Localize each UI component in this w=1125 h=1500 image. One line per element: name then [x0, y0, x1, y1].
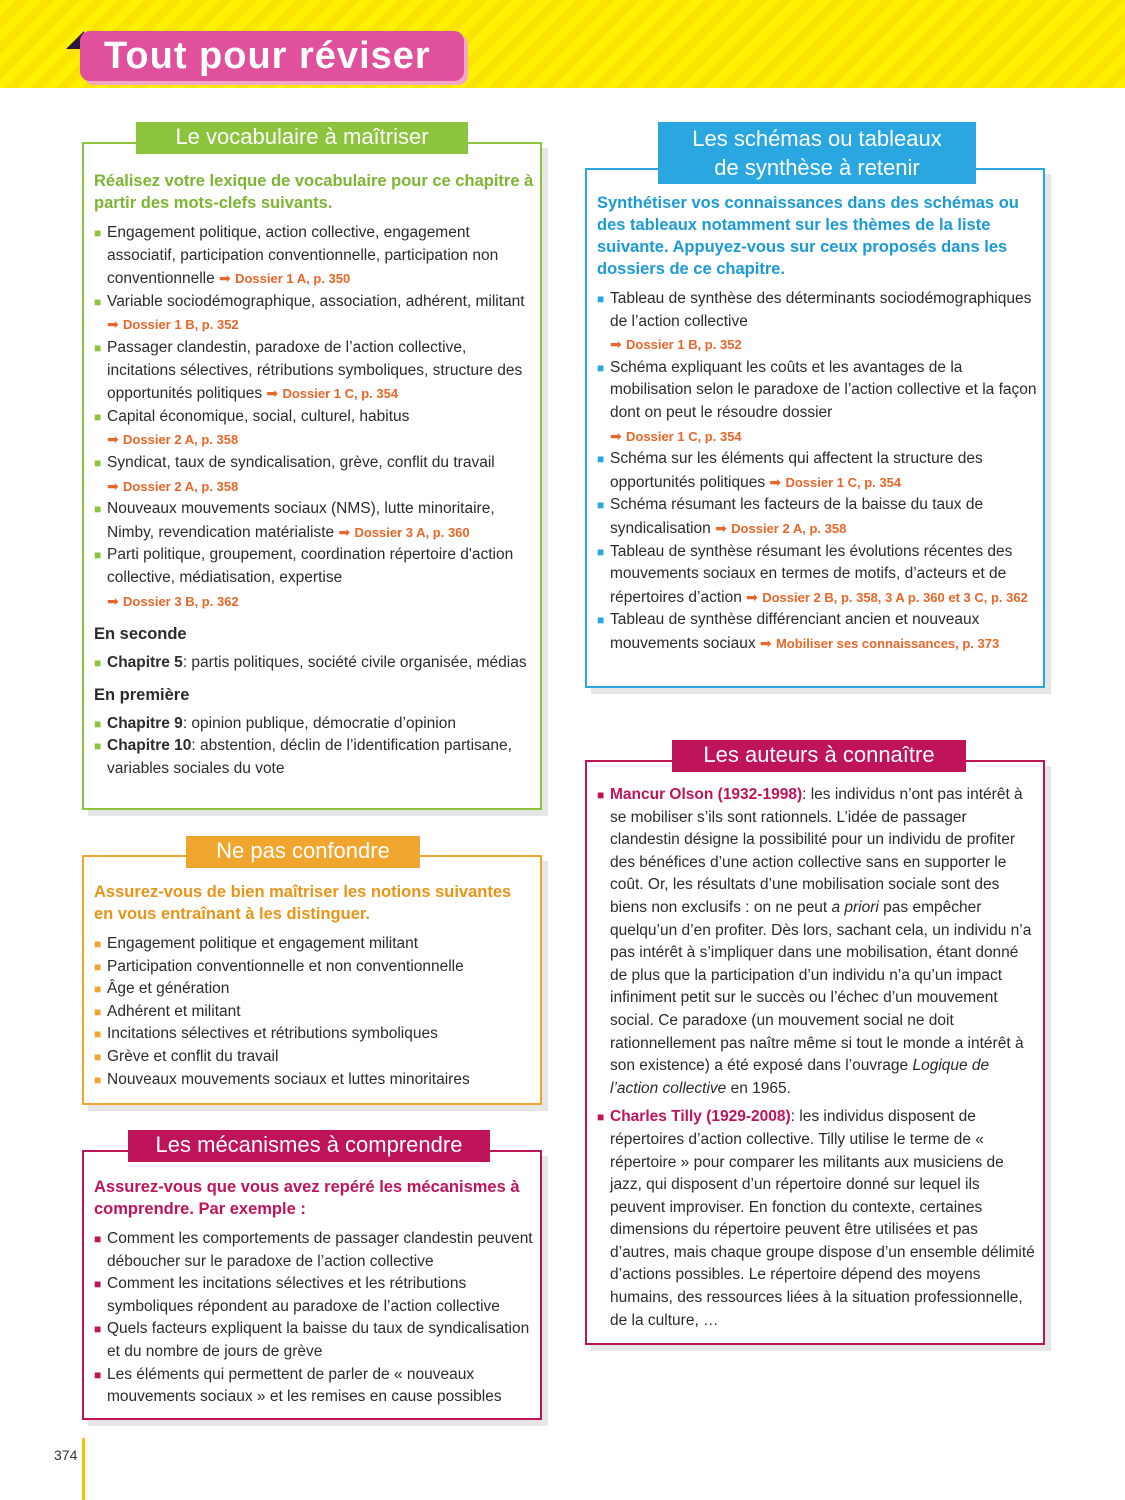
- list-item: ■ Nouveaux mouvements sociaux (NMS), lutte minoritaire, Nimby, revendication matérialiste ➡ Dossier 3 A, p. 360: [94, 500, 495, 541]
- premiere-list: [94, 713, 534, 781]
- list-item: ■ Participation conventionnelle et non conventionnelle: [94, 956, 534, 979]
- auteurs-list: [597, 784, 1037, 1332]
- schemas-list: [597, 288, 1037, 656]
- list-item: ■ Comment les comportements de passager clandestin peuvent déboucher sur le paradoxe de l’action collective: [94, 1230, 533, 1270]
- bullet-icon: ■: [94, 340, 102, 355]
- vocab-content: [94, 170, 534, 781]
- auteurs-title: Les auteurs à connaître: [672, 740, 966, 772]
- arrow-icon: ➡: [715, 519, 727, 536]
- dossier-ref: Dossier 1 C, p. 354: [282, 386, 399, 402]
- list-item: ■ Engagement politique et engagement militant: [94, 933, 534, 956]
- bullet-icon: ■: [94, 1049, 102, 1064]
- vocab-list: [94, 222, 534, 613]
- list-item: ■ Adhérent et militant: [94, 1001, 534, 1024]
- arrow-icon: ➡: [107, 431, 119, 448]
- dossier-ref: Dossier 2 A, p. 358: [731, 520, 847, 536]
- list-item: ■ Tableau de synthèse différenciant ancien et nouveaux mouvements sociaux ➡ Mobiliser ses connaissances, p. 373: [597, 611, 1000, 652]
- arrow-icon: ➡: [266, 385, 279, 402]
- confondre-list: [94, 933, 534, 1091]
- schemas-title: [658, 122, 976, 184]
- bullet-icon: ■: [94, 1232, 102, 1246]
- bullet-icon: ■: [597, 292, 605, 306]
- list-item: ■ Les éléments qui permettent de parler de « nouveaux mouvements sociaux » et les remises en cause possibles: [94, 1365, 502, 1406]
- auteurs-box: [585, 760, 1045, 1345]
- list-item: ■ Comment les incitations sélectives et les rétributions symboliques répondent au paradoxe de l’action collective: [94, 1275, 500, 1315]
- dossier-ref: Dossier 1 A, p. 350: [235, 271, 351, 287]
- bullet-icon: ■: [597, 1110, 605, 1125]
- dossier-ref: Dossier 3 A, p. 360: [354, 524, 470, 540]
- arrow-icon: ➡: [107, 477, 119, 494]
- bullet-icon: ■: [597, 498, 605, 513]
- list-item: ■ Schéma sur les éléments qui affectent la structure des opportunités politiques ➡ Dossier 1 C, p. 354: [597, 450, 983, 491]
- list-item: ■ Engagement politique, action collective, engagement associatif, participation conventionnelle, participation non conventionnelle ➡ Dossier 1 A, p. 350: [94, 224, 499, 288]
- dossier-ref: Dossier 1 B, p. 352: [123, 317, 239, 333]
- premiere-heading: En première: [94, 686, 190, 705]
- list-item: ■ Incitations sélectives et rétributions symboliques: [94, 1023, 534, 1046]
- bullet-icon: ■: [94, 1322, 102, 1337]
- bullet-icon: ■: [94, 502, 102, 517]
- dossier-ref: Dossier 1 C, p. 354: [785, 474, 902, 490]
- list-item: ■ Chapitre 5: partis politiques, société civile organisée, médias: [94, 652, 534, 675]
- page-margin-bar: [82, 1438, 85, 1500]
- list-item: ■ Passager clandestin, paradoxe de l’action collective, incitations sélectives, rétributions symboliques, structure des opportunités politiques ➡ Dossier 1 C, p. 354: [94, 338, 523, 403]
- author-name: Mancur Olson (1932-1998): [610, 786, 803, 803]
- bullet-icon: ■: [94, 959, 102, 974]
- arrow-icon: ➡: [610, 336, 622, 353]
- bullet-icon: ■: [94, 1277, 102, 1292]
- arrow-icon: ➡: [219, 270, 231, 287]
- list-item: ■ Capital économique, social, culturel, habitus ➡ Dossier 2 A, p. 358: [94, 407, 410, 448]
- list-item: ■ Quels facteurs expliquent la baisse du taux de syndicalisation et du nombre de jours de grève: [94, 1320, 530, 1360]
- dossier-ref: Dossier 2 A, p. 358: [123, 432, 239, 448]
- bullet-icon: ■: [94, 226, 102, 240]
- bullet-icon: ■: [94, 739, 102, 754]
- confondre-box: [82, 855, 542, 1105]
- dossier-ref: Dossier 2 A, p. 358: [123, 478, 239, 494]
- list-item: ■ Variable sociodémographique, association, adhérent, militant ➡ Dossier 1 B, p. 352: [94, 292, 525, 333]
- bullet-icon: ■: [94, 655, 102, 670]
- bullet-icon: ■: [597, 360, 605, 375]
- bullet-icon: ■: [597, 788, 605, 802]
- mecanismes-content: [94, 1176, 534, 1409]
- bullet-icon: ■: [94, 455, 102, 470]
- bullet-icon: ■: [94, 1072, 102, 1087]
- mecanismes-box: [82, 1150, 542, 1420]
- schemas-box: [585, 168, 1045, 688]
- seconde-list: [94, 652, 534, 675]
- bullet-icon: ■: [94, 294, 102, 309]
- auteurs-content: [597, 784, 1037, 1332]
- vocab-title: Le vocabulaire à maîtriser: [136, 122, 468, 154]
- schemas-title-line2: de synthèse à retenir: [714, 155, 920, 180]
- list-item: ■ Nouveaux mouvements sociaux et luttes minoritaires: [94, 1069, 534, 1092]
- bullet-icon: ■: [94, 409, 102, 424]
- list-item: ■ Tableau de synthèse des déterminants sociodémographiques de l’action collective ➡ Dossier 1 B, p. 352: [597, 290, 1032, 353]
- page-title-badge: [66, 31, 466, 83]
- list-item: ■ Mancur Olson (1932-1998): les individus n’ont pas intérêt à se mobiliser s’ils sont rationnels. L’idée de passager clandestin désigne la possibilité pour un individu de profiter des bénéfices d’une action collective sans en supporter le coût. Or, les résultats d’une mobilisation sociale sont des biens non exclusifs : on ne peut a priori pas empêcher quelqu’un d’en profiter. Dès lors, sachant cela, un individu n’a pas intérêt à s’impliquer dans une mobilisation, étant donné de plus que la participation d’un individu n’a qu’un impact infiniment petit sur le succès ou l’échec d’un mouvement social. Ce paradoxe (un mouvement social ne doit rationnellement pas naître même si tout le monde a intérêt à son existence) a été exposé dans l’ouvrage Logique de l’action collective en 1965.: [597, 786, 1032, 1097]
- list-item: ■ Schéma expliquant les coûts et les avantages de la mobilisation selon le paradoxe de l’action collective et la façon dont on peut le résoudre dossier ➡ Dossier 1 C, p. 354: [597, 358, 1037, 444]
- mecanismes-list: [94, 1228, 534, 1409]
- bullet-icon: ■: [597, 452, 605, 467]
- author-name: Charles Tilly (1929-2008): [610, 1108, 791, 1126]
- list-item: ■ Tableau de synthèse résumant les évolutions récentes des mouvements sociaux en termes de motifs, d’acteurs et de répertoires d’action ➡ Dossier 2 B, p. 358, 3 A p. 360 et 3 C, p. 362: [597, 542, 1028, 606]
- vocab-box: [82, 142, 542, 810]
- bullet-icon: ■: [94, 716, 102, 731]
- bullet-icon: ■: [94, 548, 102, 563]
- list-item: ■ Chapitre 9: opinion publique, démocratie d’opinion: [94, 713, 534, 736]
- bullet-icon: ■: [94, 1367, 102, 1382]
- bullet-icon: ■: [94, 1004, 102, 1019]
- arrow-icon: ➡: [769, 473, 782, 490]
- schemas-intro: Synthétiser vos connaissances dans des schémas ou des tableaux notamment sur les thèmes de la liste suivante. Appuyez-vous sur ceux proposés dans les dossiers de ce chapitre.: [597, 194, 1019, 278]
- bullet-icon: ■: [597, 613, 605, 628]
- list-item: ■ Schéma résumant les facteurs de la baisse du taux de syndicalisation ➡ Dossier 2 A, p. 358: [597, 496, 984, 537]
- confondre-content: [94, 881, 534, 1091]
- arrow-icon: ➡: [746, 588, 758, 605]
- mecanismes-intro: Assurez-vous que vous avez repéré les mécanismes à comprendre. Par exemple :: [94, 1178, 520, 1218]
- list-item: ■ Parti politique, groupement, coordination répertoire d'action collective, médiatisation, expertise ➡ Dossier 3 B, p. 362: [94, 546, 514, 609]
- list-item: ■ Charles Tilly (1929-2008): les individus disposent de répertoires d’action collective. Tilly utilise le terme de « répertoire » pour comparer les militants aux musiciens de jazz, qui disposent d’un répertoire donné sur lequel ils peuvent improviser. En fonction du contexte, certaines dimensions du répertoire peuvent être utilisées et pas d’autres, mais chaque groupe dispose d’un ensemble délimité d’actions possibles. Le répertoire dépend des moyens humains, des ressources liées à la situation professionnelle, de la culture, …: [597, 1108, 1035, 1329]
- dossier-ref: Dossier 1 C, p. 354: [626, 428, 742, 444]
- list-item: ■ Grève et conflit du travail: [94, 1046, 534, 1069]
- dossier-ref: Dossier 1 B, p. 352: [626, 337, 742, 353]
- vocab-intro: Réalisez votre lexique de vocabulaire pour ce chapitre à partir des mots-clefs suivants.: [94, 172, 534, 212]
- mecanismes-title: Les mécanismes à comprendre: [128, 1130, 490, 1162]
- confondre-intro: Assurez-vous de bien maîtriser les notions suivantes en vous entraînant à les distinguer.: [94, 883, 512, 923]
- list-item: ■ Syndicat, taux de syndicalisation, grève, conflit du travail ➡ Dossier 2 A, p. 358: [94, 453, 495, 494]
- seconde-heading: En seconde: [94, 625, 187, 644]
- bullet-icon: ■: [94, 1027, 102, 1042]
- confondre-title: Ne pas confondre: [186, 836, 420, 868]
- arrow-icon: ➡: [610, 427, 622, 444]
- bullet-icon: ■: [94, 982, 102, 997]
- page-number: 374: [54, 1447, 78, 1463]
- page-title: Tout pour réviser: [80, 31, 464, 81]
- arrow-icon: ➡: [107, 316, 119, 333]
- arrow-icon: ➡: [107, 592, 119, 609]
- arrow-icon: ➡: [759, 634, 772, 651]
- bullet-icon: ■: [597, 544, 605, 559]
- schemas-title-line1: Les schémas ou tableaux: [692, 126, 942, 151]
- dossier-ref: Dossier 3 B, p. 362: [123, 593, 239, 609]
- dossier-ref: Dossier 2 B, p. 358, 3 A p. 360 et 3 C, p. 362: [762, 589, 1028, 605]
- dossier-ref: Mobiliser ses connaissances, p. 373: [775, 635, 1000, 651]
- schemas-content: [597, 192, 1037, 656]
- list-item: ■ Âge et génération: [94, 978, 534, 1001]
- list-item: ■ Chapitre 10: abstention, déclin de l’identification partisane, variables sociales du vote: [94, 737, 512, 778]
- bullet-icon: ■: [94, 937, 102, 951]
- arrow-icon: ➡: [338, 523, 351, 540]
